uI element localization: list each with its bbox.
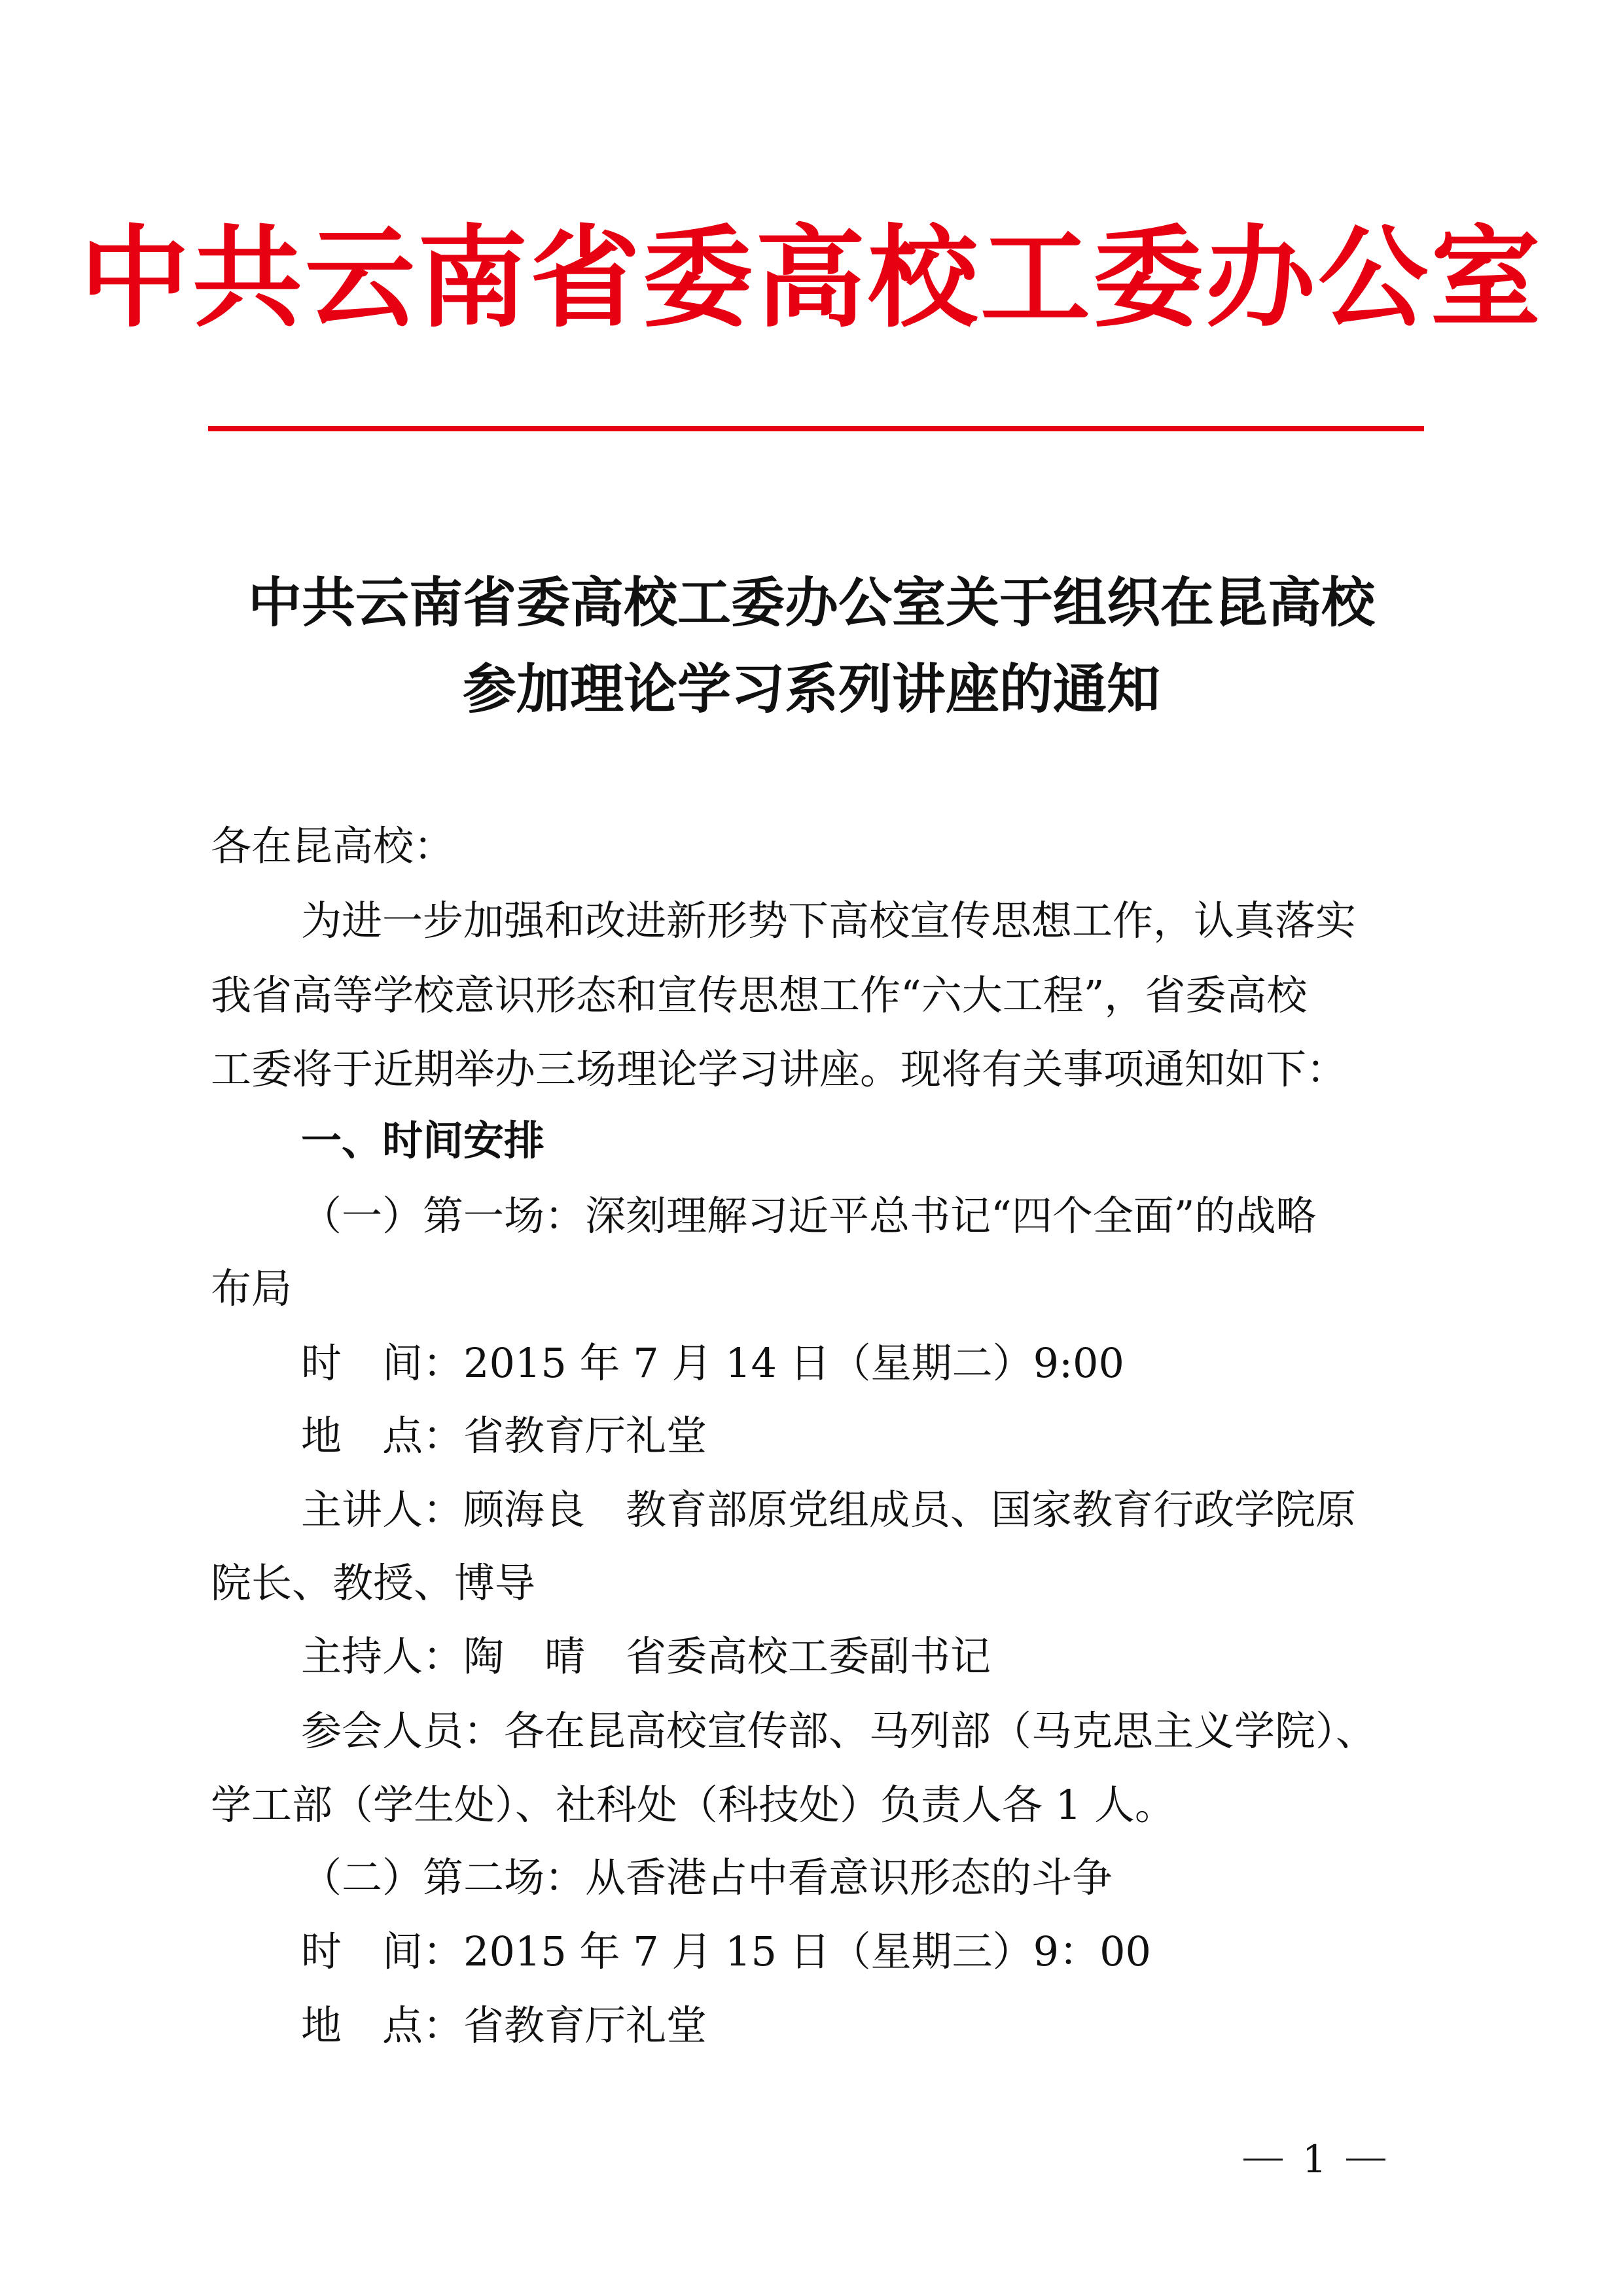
- lecture1-speaker-line-2: 院长、教授、博导: [211, 1559, 536, 1607]
- page-number-left-dash: [1243, 2159, 1283, 2161]
- lecture1-host: 主持人：陶 晴 省委高校工委副书记: [301, 1632, 991, 1680]
- lecture1-title-line-1: （一）第一场：深刻理解习近平总书记“四个全面”的战略: [301, 1192, 1317, 1240]
- lecture1-speaker-line-1: 主讲人：顾海良 教育部原党组成员、国家教育行政学院原: [301, 1486, 1357, 1534]
- intro-line-1: 为进一步加强和改进新形势下高校宣传思想工作，认真落实: [301, 897, 1357, 944]
- lecture1-time: 时 间：2015 年 7 月 14 日（星期二）9:00: [301, 1339, 1124, 1387]
- lecture1-attendees-line-2: 学工部（学生处）、社科处（科技处）负责人各 1 人。: [211, 1781, 1175, 1829]
- page-number-right-dash: [1346, 2159, 1385, 2161]
- masthead-title: 中共云南省委高校工委办公室: [80, 213, 1543, 342]
- masthead-red-rule: [208, 426, 1424, 431]
- lecture2-place: 地 点：省教育厅礼堂: [301, 2001, 707, 2049]
- section-heading-schedule: 一、时间安排: [301, 1117, 545, 1164]
- lecture2-time: 时 间：2015 年 7 月 15 日（星期三）9：00: [301, 1928, 1152, 1975]
- page-number: [1243, 2137, 1385, 2181]
- page-number-value: 1: [1302, 2137, 1327, 2181]
- intro-line-2: 我省高等学校意识形态和宣传思想工作“六大工程”，省委高校: [211, 971, 1308, 1019]
- lecture1-attendees-line-1: 参会人员：各在昆高校宣传部、马列部（马克思主义学院）、: [301, 1707, 1377, 1755]
- lecture1-place: 地 点：省教育厅礼堂: [301, 1412, 707, 1460]
- document-title-line-1: 中共云南省委高校工委办公室关于组织在昆高校: [247, 571, 1375, 634]
- lecture2-title-line-1: （二）第二场：从香港占中看意识形态的斗争: [301, 1854, 1113, 1901]
- document-title-line-2: 参加理论学习系列讲座的通知: [462, 658, 1160, 721]
- intro-line-3: 工委将于近期举办三场理论学习讲座。现将有关事项通知如下：: [211, 1045, 1347, 1093]
- salutation: 各在昆高校：: [211, 822, 455, 870]
- lecture1-title-line-2: 布局: [211, 1265, 293, 1312]
